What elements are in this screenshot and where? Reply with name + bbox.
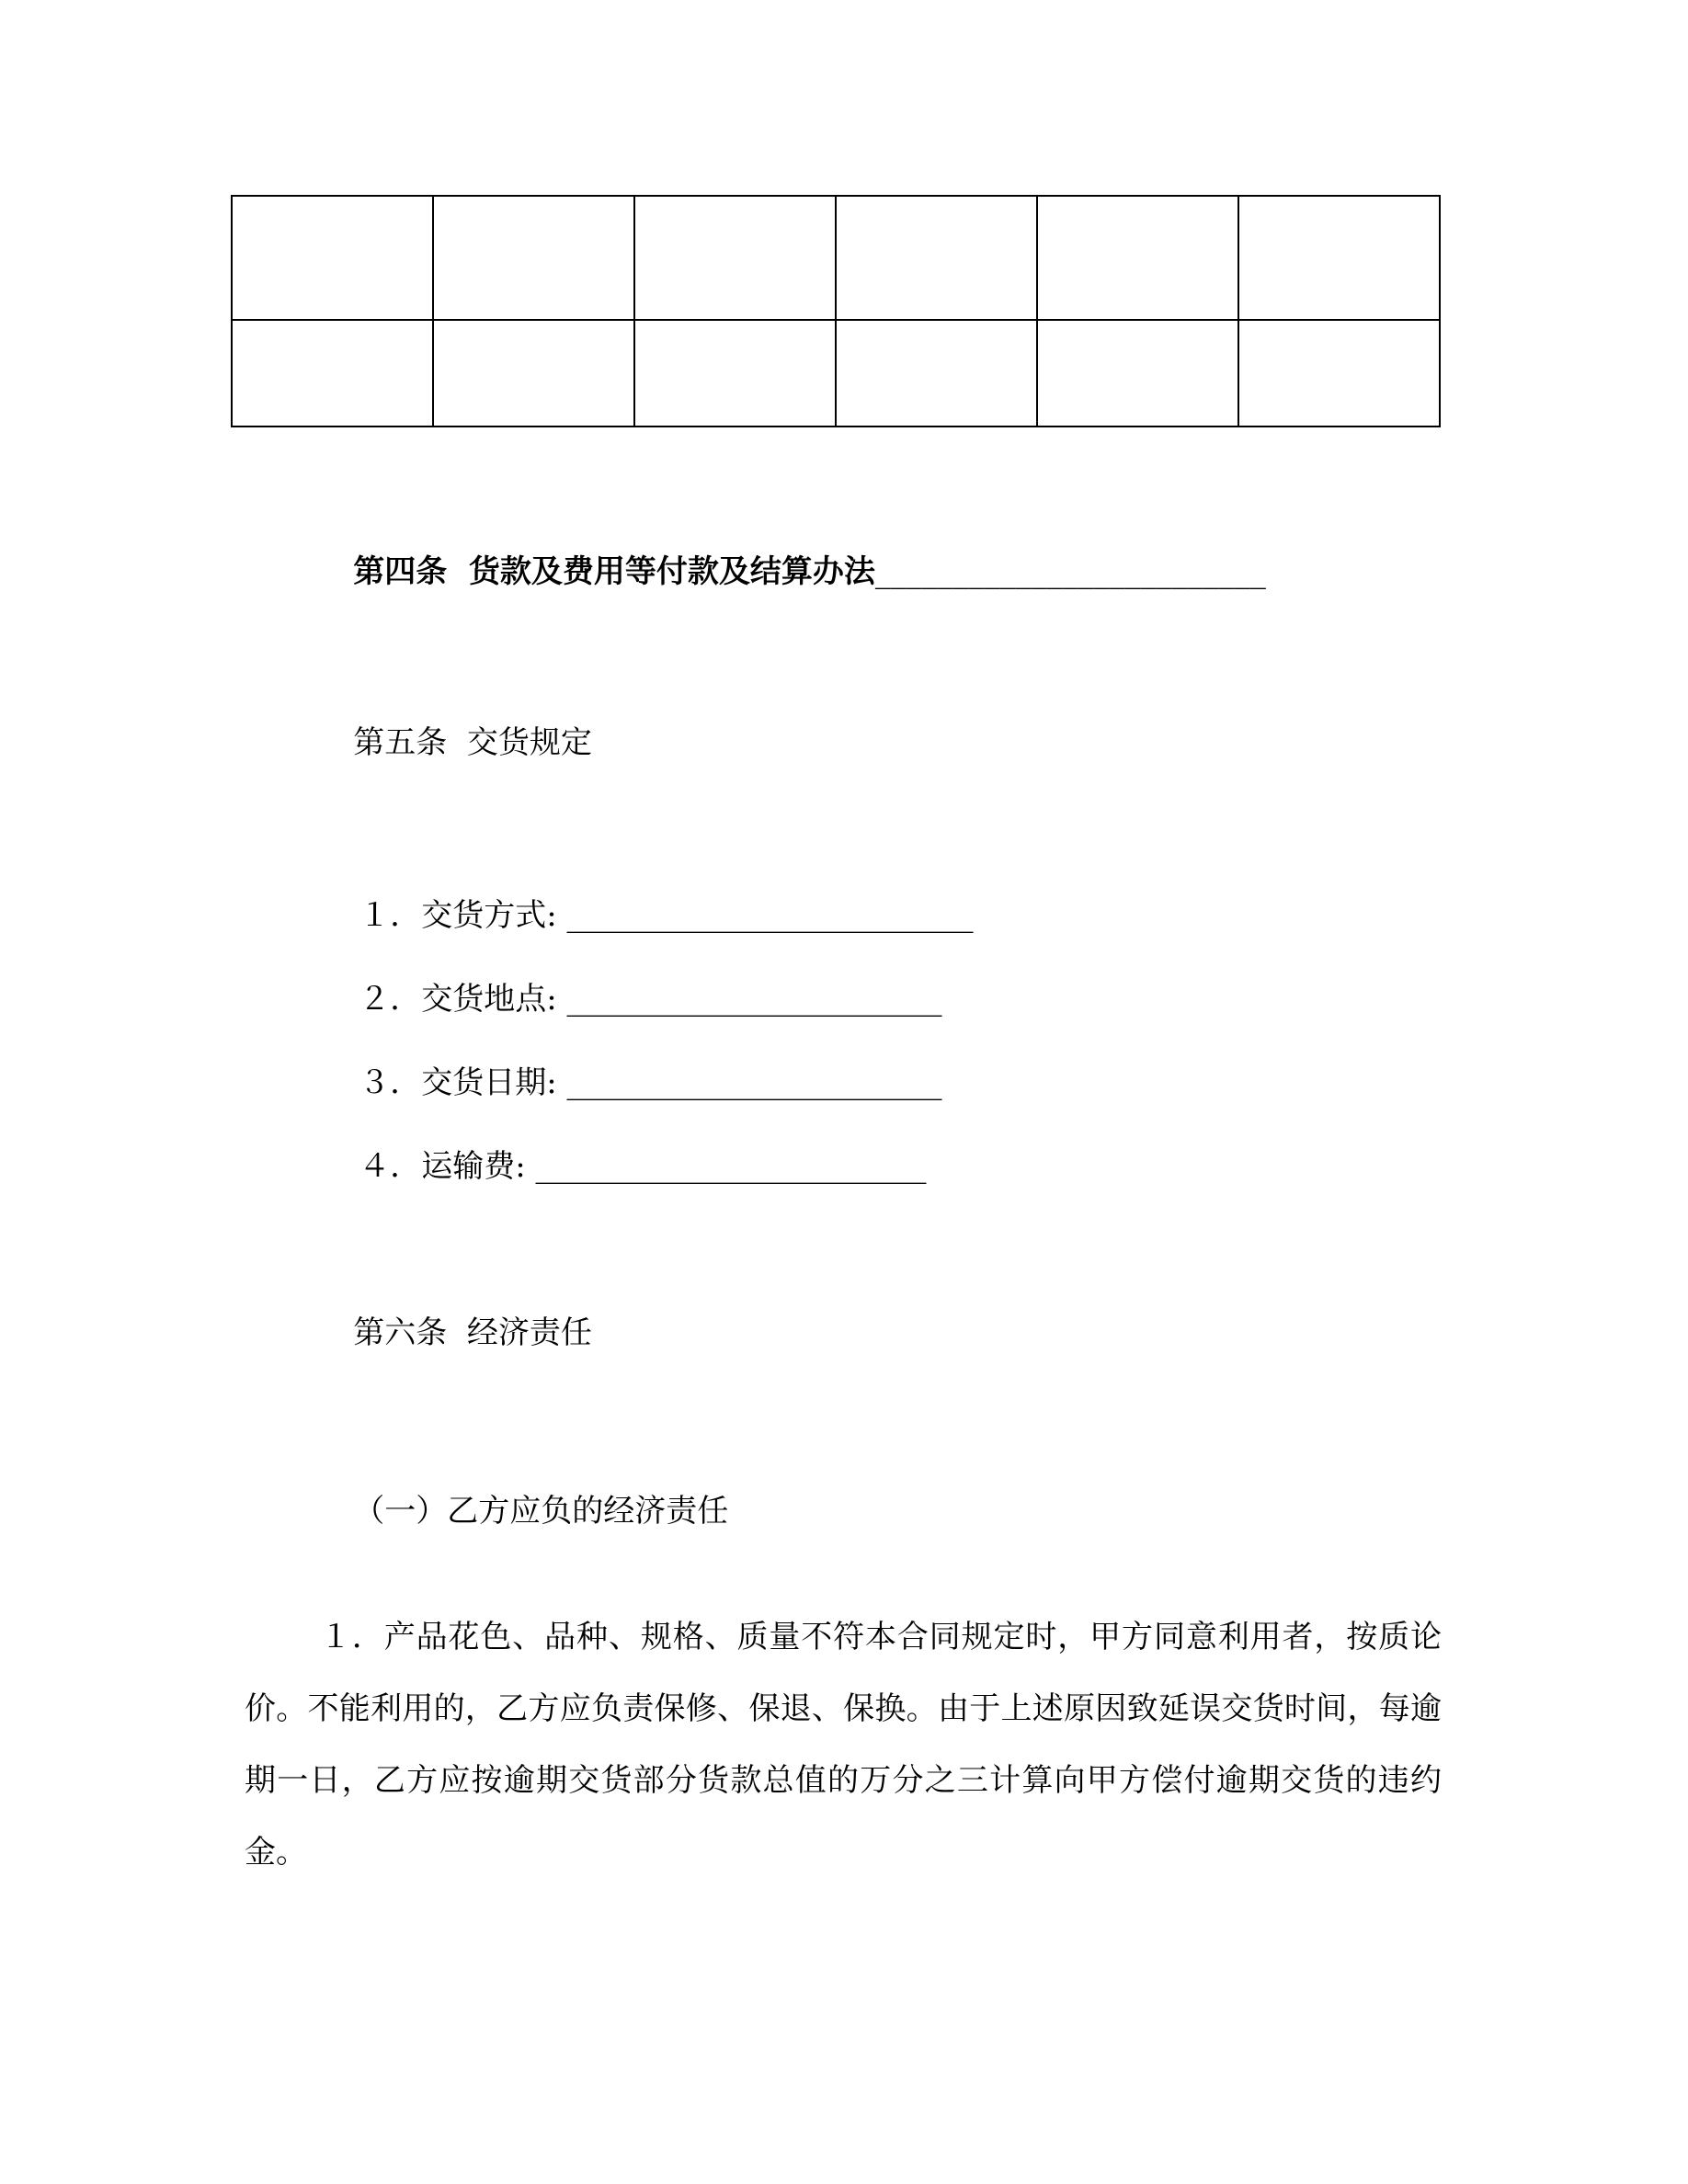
table-cell [433,196,634,320]
item-label: ２．交货地点: [359,981,567,1018]
delivery-item-4 [319,1106,927,1228]
item-blank: ________________________ [566,981,942,1018]
item-label: ３．交货日期: [359,1064,567,1102]
table-cell [1238,196,1440,320]
table-row [232,196,1440,320]
clause6-heading [314,1272,592,1394]
table-cell [1037,320,1238,427]
subsection-heading [314,1450,728,1573]
clause6-title: 第六条 经济责任 [353,1314,592,1352]
table-cell [634,196,836,320]
contract-table [231,195,1441,427]
subsection-title: （一）乙方应负的经济责任 [353,1493,729,1530]
clause5-heading [314,682,592,804]
item-blank: ________________________ [566,1064,942,1102]
table-cell [232,320,433,427]
clause4-heading [314,511,1266,633]
item-label: ４．运输费: [359,1148,536,1186]
item-label: １．交货方式: [359,897,567,935]
table-cell [232,196,433,320]
table-cell [433,320,634,427]
clause4-title: 第四条 货款及费用等付款及结算办法 [353,553,875,591]
item-blank: __________________________ [566,897,974,935]
table-cell [1238,320,1440,427]
table-cell [836,320,1037,427]
clause4-blank: _________________________ [874,553,1266,591]
clause5-title: 第五条 交货规定 [353,724,592,762]
table-cell [1037,196,1238,320]
item-blank: _________________________ [535,1148,927,1186]
table-cell [836,196,1037,320]
table-row [232,320,1440,427]
liability-paragraph: １．产品花色、品种、规格、质量不符本合同规定时，甲方同意利用者，按质论价。不能利用的，乙方应负责保修、保退、保换。由于上述原因致延误交货时间，每逾期一日，乙方应按逾期交货部分货款总值的万分之三计算向甲方偿付逾期交货的违约金。 [245,1619,1442,1871]
table-cell [634,320,836,427]
